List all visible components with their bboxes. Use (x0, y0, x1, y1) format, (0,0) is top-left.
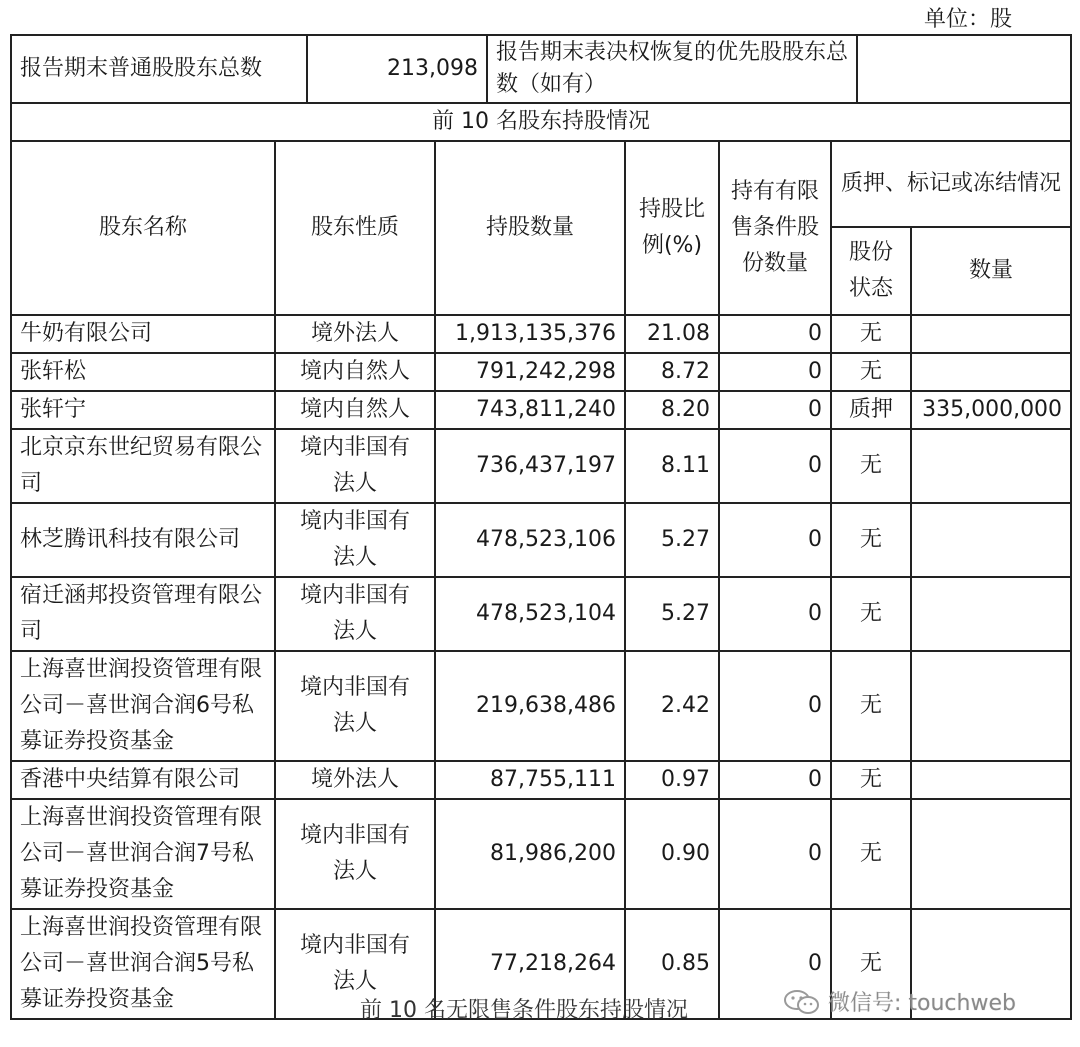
next-section-title-partial (360, 996, 720, 1023)
watermark-text: 微信号: touchweb (828, 991, 1016, 1016)
common-holders-value: 213,098 (307, 35, 487, 103)
holder-restricted: 0 (719, 353, 831, 391)
holder-nature: 境内自然人 (275, 353, 435, 391)
header-name: 股东名称 (11, 141, 275, 315)
table-row (11, 577, 1071, 651)
holder-shares: 743,811,240 (435, 391, 625, 429)
holder-pledge-qty (911, 651, 1071, 761)
holder-ratio: 8.72 (625, 353, 719, 391)
table-row (11, 503, 1071, 577)
summary-row (11, 35, 1071, 103)
holder-name: 北京京东世纪贸易有限公司 (11, 429, 275, 503)
table-row (11, 429, 1071, 503)
holder-pledge-qty (911, 315, 1071, 353)
header-pledge-group: 质押、标记或冻结情况 (831, 141, 1071, 227)
holder-pledge-status: 无 (831, 651, 911, 761)
holder-pledge-status: 质押 (831, 391, 911, 429)
holder-name: 张轩宁 (11, 391, 275, 429)
holder-pledge-status: 无 (831, 909, 911, 1019)
header-row (11, 141, 1071, 227)
holder-shares: 478,523,106 (435, 503, 625, 577)
holder-pledge-status: 无 (831, 315, 911, 353)
watermark (782, 986, 1016, 1017)
holder-restricted: 0 (719, 429, 831, 503)
holder-shares: 791,242,298 (435, 353, 625, 391)
holder-restricted: 0 (719, 391, 831, 429)
holder-ratio: 2.42 (625, 651, 719, 761)
header-pledge-qty: 数量 (911, 227, 1071, 315)
holder-pledge-qty (911, 761, 1071, 799)
common-holders-label: 报告期末普通股股东总数 (11, 35, 307, 103)
holder-restricted: 0 (719, 503, 831, 577)
table-row (11, 761, 1071, 799)
holder-name: 上海喜世润投资管理有限公司－喜世润合润7号私募证券投资基金 (11, 799, 275, 909)
holder-ratio: 5.27 (625, 503, 719, 577)
holder-ratio: 21.08 (625, 315, 719, 353)
holder-nature: 境内非国有法人 (275, 799, 435, 909)
holder-pledge-status: 无 (831, 353, 911, 391)
header-restricted: 持有有限售条件股份数量 (719, 141, 831, 315)
holder-shares: 219,638,486 (435, 651, 625, 761)
header-ratio: 持股比例(%) (625, 141, 719, 315)
holder-ratio: 5.27 (625, 577, 719, 651)
wechat-icon (782, 989, 822, 1015)
holder-shares: 736,437,197 (435, 429, 625, 503)
holder-shares: 478,523,104 (435, 577, 625, 651)
table-row (11, 391, 1071, 429)
holder-restricted: 0 (719, 577, 831, 651)
next-section-title-text: 前 10 名无限售条件股东持股情况 (360, 998, 688, 1023)
holder-name: 林芝腾讯科技有限公司 (11, 503, 275, 577)
header-pledge-status: 股份状态 (831, 227, 911, 315)
holder-pledge-status: 无 (831, 503, 911, 577)
holder-ratio: 8.11 (625, 429, 719, 503)
holder-pledge-status: 无 (831, 577, 911, 651)
section-title: 前 10 名股东持股情况 (11, 103, 1071, 141)
unit-label: 单位：股 (923, 7, 1012, 32)
holder-nature: 境内非国有法人 (275, 503, 435, 577)
table-row (11, 353, 1071, 391)
holder-restricted: 0 (719, 315, 831, 353)
holder-name: 牛奶有限公司 (11, 315, 275, 353)
holder-name: 上海喜世润投资管理有限公司－喜世润合润5号私募证券投资基金 (11, 909, 275, 1019)
holder-shares: 77,218,264 (435, 909, 625, 1019)
preferred-holders-value (857, 35, 1071, 103)
holder-nature: 境内自然人 (275, 391, 435, 429)
holder-restricted: 0 (719, 761, 831, 799)
holder-nature: 境外法人 (275, 761, 435, 799)
header-nature: 股东性质 (275, 141, 435, 315)
holder-nature: 境外法人 (275, 315, 435, 353)
holder-pledge-status: 无 (831, 799, 911, 909)
holder-restricted: 0 (719, 799, 831, 909)
holder-pledge-qty: 335,000,000 (911, 391, 1071, 429)
holder-nature: 境内非国有法人 (275, 651, 435, 761)
table-row (11, 651, 1071, 761)
header-shares: 持股数量 (435, 141, 625, 315)
table-left-edge (10, 990, 12, 1002)
holder-pledge-status: 无 (831, 429, 911, 503)
holder-shares: 87,755,111 (435, 761, 625, 799)
holder-nature: 境内非国有法人 (275, 577, 435, 651)
holder-pledge-qty (911, 429, 1071, 503)
holder-shares: 1,913,135,376 (435, 315, 625, 353)
holder-name: 香港中央结算有限公司 (11, 761, 275, 799)
holder-ratio: 0.85 (625, 909, 719, 1019)
table-row (11, 799, 1071, 909)
holder-name: 张轩松 (11, 353, 275, 391)
holder-pledge-status: 无 (831, 761, 911, 799)
holder-ratio: 0.97 (625, 761, 719, 799)
holder-restricted: 0 (719, 651, 831, 761)
summary-table (10, 34, 1072, 104)
top10-holders-table (10, 102, 1072, 1020)
holder-name: 上海喜世润投资管理有限公司－喜世润合润6号私募证券投资基金 (11, 651, 275, 761)
holder-pledge-qty (911, 799, 1071, 909)
holder-pledge-qty (911, 577, 1071, 651)
holder-ratio: 8.20 (625, 391, 719, 429)
holder-rows (11, 315, 1071, 1019)
holder-nature: 境内非国有法人 (275, 429, 435, 503)
holder-ratio: 0.90 (625, 799, 719, 909)
preferred-holders-label: 报告期末表决权恢复的优先股股东总数（如有） (487, 35, 857, 103)
section-title-row (11, 103, 1071, 141)
holder-restricted: 0 (719, 909, 831, 1019)
holder-pledge-qty (911, 503, 1071, 577)
holder-nature: 境内非国有法人 (275, 909, 435, 1019)
table-row (11, 315, 1071, 353)
holder-pledge-qty (911, 353, 1071, 391)
holder-name: 宿迁涵邦投资管理有限公司 (11, 577, 275, 651)
holder-shares: 81,986,200 (435, 799, 625, 909)
